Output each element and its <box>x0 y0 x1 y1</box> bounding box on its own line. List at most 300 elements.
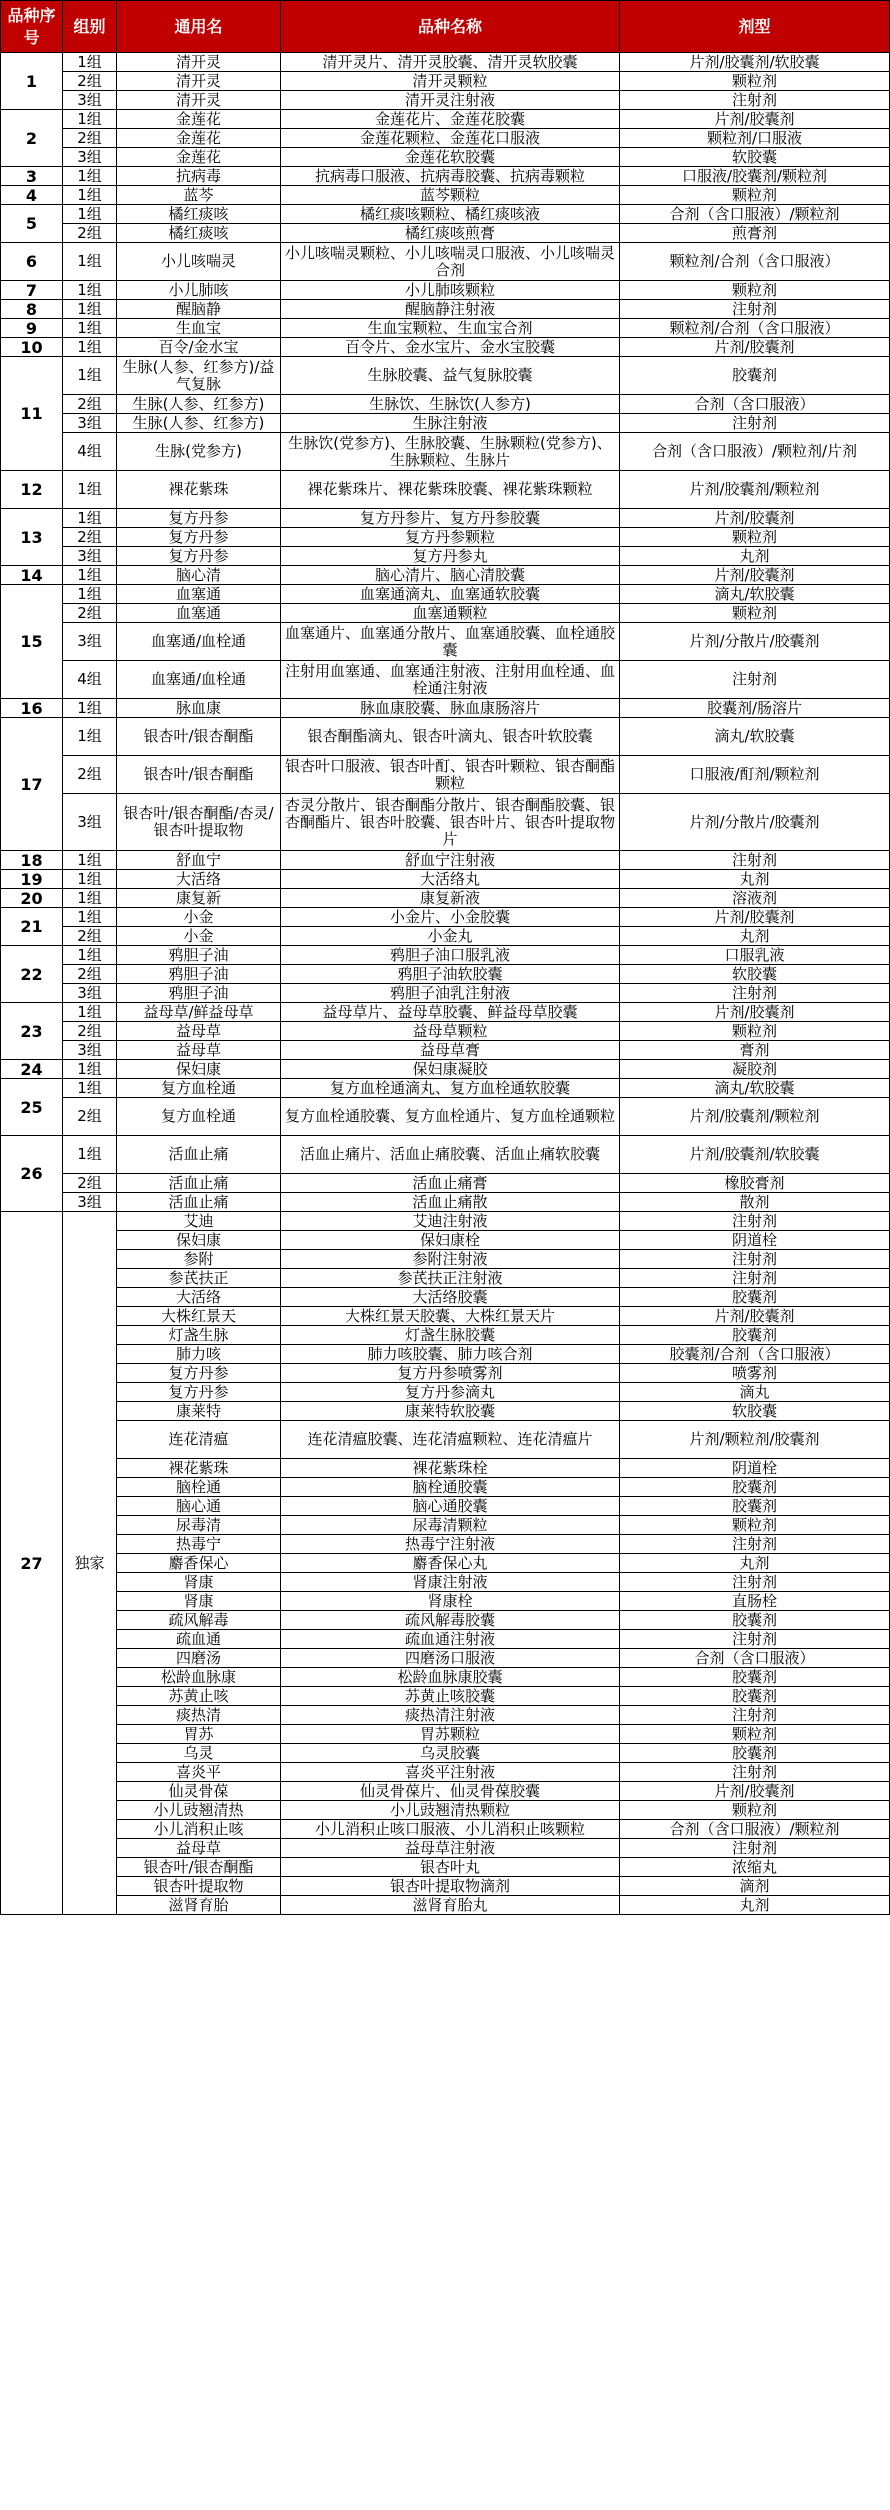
table-row <box>1 1478 890 1497</box>
product-name-cell: 复方丹参颗粒 <box>281 528 620 547</box>
product-name-cell: 小儿肺咳颗粒 <box>281 281 620 300</box>
table-row <box>1 1174 890 1193</box>
product-name-cell: 复方丹参丸 <box>281 547 620 566</box>
generic-name-cell: 康莱特 <box>117 1402 281 1421</box>
dosage-form-cell: 注射剂 <box>620 1763 890 1782</box>
table-row <box>1 1630 890 1649</box>
product-name-cell: 四磨汤口服液 <box>281 1649 620 1668</box>
table-row <box>1 1687 890 1706</box>
group-cell: 1组 <box>63 585 117 604</box>
generic-name-cell: 金莲花 <box>117 110 281 129</box>
dosage-form-cell: 丸剂 <box>620 870 890 889</box>
product-name-cell: 益母草片、益母草胶囊、鲜益母草胶囊 <box>281 1003 620 1022</box>
dosage-form-cell: 胶囊剂 <box>620 357 890 395</box>
product-name-cell: 杏灵分散片、银杏酮酯分散片、银杏酮酯胶囊、银杏酮酯片、银杏叶胶囊、银杏叶片、银杏叶提取物片 <box>281 794 620 851</box>
table-row <box>1 1212 890 1231</box>
product-name-cell: 清开灵颗粒 <box>281 72 620 91</box>
product-name-cell: 疏血通注射液 <box>281 1630 620 1649</box>
group-cell: 2组 <box>63 1098 117 1136</box>
product-name-cell: 活血止痛散 <box>281 1193 620 1212</box>
dosage-form-cell: 合剂（含口服液） <box>620 1649 890 1668</box>
dosage-form-cell: 丸剂 <box>620 927 890 946</box>
group-cell: 1组 <box>63 1079 117 1098</box>
generic-name-cell: 生脉(人参、红参方) <box>117 395 281 414</box>
table-row <box>1 851 890 870</box>
dosage-form-cell: 滴丸/软胶囊 <box>620 718 890 756</box>
dosage-form-cell: 滴丸/软胶囊 <box>620 1079 890 1098</box>
table-row <box>1 338 890 357</box>
generic-name-cell: 小儿咳喘灵 <box>117 243 281 281</box>
generic-name-cell: 蓝芩 <box>117 186 281 205</box>
table-row <box>1 1364 890 1383</box>
generic-name-cell: 清开灵 <box>117 72 281 91</box>
seq-cell: 2 <box>1 110 63 167</box>
product-name-cell: 鸦胆子油乳注射液 <box>281 984 620 1003</box>
product-name-cell: 醒脑静注射液 <box>281 300 620 319</box>
product-name-cell: 大活络丸 <box>281 870 620 889</box>
table-row <box>1 1839 890 1858</box>
seq-cell: 27 <box>1 1212 63 1915</box>
product-name-cell: 蓝芩颗粒 <box>281 186 620 205</box>
product-name-cell: 百令片、金水宝片、金水宝胶囊 <box>281 338 620 357</box>
seq-cell: 24 <box>1 1060 63 1079</box>
table-row <box>1 1877 890 1896</box>
group-cell: 4组 <box>63 433 117 471</box>
group-cell: 3组 <box>63 91 117 110</box>
generic-name-cell: 疏风解毒 <box>117 1611 281 1630</box>
product-name-cell: 复方血栓通胶囊、复方血栓通片、复方血栓通颗粒 <box>281 1098 620 1136</box>
dosage-form-cell: 片剂/胶囊剂/颗粒剂 <box>620 1098 890 1136</box>
dosage-form-cell: 片剂/胶囊剂 <box>620 1003 890 1022</box>
generic-name-cell: 疏血通 <box>117 1630 281 1649</box>
table-row <box>1 1269 890 1288</box>
dosage-form-cell: 片剂/分散片/胶囊剂 <box>620 794 890 851</box>
dosage-form-cell: 直肠栓 <box>620 1592 890 1611</box>
table-row <box>1 1079 890 1098</box>
dosage-form-cell: 注射剂 <box>620 984 890 1003</box>
product-name-cell: 脉血康胶囊、脉血康肠溶片 <box>281 699 620 718</box>
product-name-cell: 仙灵骨葆片、仙灵骨葆胶囊 <box>281 1782 620 1801</box>
product-name-cell: 连花清瘟胶囊、连花清瘟颗粒、连花清瘟片 <box>281 1421 620 1459</box>
generic-name-cell: 复方血栓通 <box>117 1079 281 1098</box>
group-cell: 1组 <box>63 357 117 395</box>
group-cell: 2组 <box>63 756 117 794</box>
product-name-cell: 鸦胆子油口服乳液 <box>281 946 620 965</box>
generic-name-cell: 脉血康 <box>117 699 281 718</box>
generic-name-cell: 参附 <box>117 1250 281 1269</box>
table-row <box>1 1896 890 1915</box>
dosage-form-cell: 合剂（含口服液）/颗粒剂/片剂 <box>620 433 890 471</box>
dosage-form-cell: 片剂/胶囊剂 <box>620 566 890 585</box>
product-name-cell: 脑心通胶囊 <box>281 1497 620 1516</box>
generic-name-cell: 肾康 <box>117 1573 281 1592</box>
dosage-form-cell: 片剂/胶囊剂/颗粒剂 <box>620 471 890 509</box>
group-cell: 3组 <box>63 623 117 661</box>
dosage-form-cell: 注射剂 <box>620 91 890 110</box>
product-name-cell: 保妇康栓 <box>281 1231 620 1250</box>
generic-name-cell: 小儿肺咳 <box>117 281 281 300</box>
product-name-cell: 银杏酮酯滴丸、银杏叶滴丸、银杏叶软胶囊 <box>281 718 620 756</box>
product-name-cell: 大活络胶囊 <box>281 1288 620 1307</box>
product-name-cell: 小儿消积止咳口服液、小儿消积止咳颗粒 <box>281 1820 620 1839</box>
dosage-form-cell: 颗粒剂 <box>620 604 890 623</box>
table-row <box>1 1611 890 1630</box>
dosage-form-cell: 喷雾剂 <box>620 1364 890 1383</box>
table-row <box>1 1326 890 1345</box>
table-row <box>1 1345 890 1364</box>
generic-name-cell: 四磨汤 <box>117 1649 281 1668</box>
dosage-form-cell: 片剂/颗粒剂/胶囊剂 <box>620 1421 890 1459</box>
product-name-cell: 麝香保心丸 <box>281 1554 620 1573</box>
table-row <box>1 319 890 338</box>
table-row <box>1 1763 890 1782</box>
product-name-cell: 抗病毒口服液、抗病毒胶囊、抗病毒颗粒 <box>281 167 620 186</box>
product-name-cell: 苏黄止咳胶囊 <box>281 1687 620 1706</box>
group-cell: 1组 <box>63 699 117 718</box>
dosage-form-cell: 合剂（含口服液） <box>620 395 890 414</box>
group-cell: 1组 <box>63 718 117 756</box>
product-name-cell: 康复新液 <box>281 889 620 908</box>
table-row <box>1 53 890 72</box>
generic-name-cell: 胃苏 <box>117 1725 281 1744</box>
generic-name-cell: 保妇康 <box>117 1231 281 1250</box>
product-name-cell: 肾康注射液 <box>281 1573 620 1592</box>
dosage-form-cell: 片剂/胶囊剂/软胶囊 <box>620 53 890 72</box>
dosage-form-cell: 软胶囊 <box>620 965 890 984</box>
seq-cell: 1 <box>1 53 63 110</box>
product-name-cell: 小儿咳喘灵颗粒、小儿咳喘灵口服液、小儿咳喘灵合剂 <box>281 243 620 281</box>
seq-cell: 5 <box>1 205 63 243</box>
seq-cell: 16 <box>1 699 63 718</box>
generic-name-cell: 脑心清 <box>117 566 281 585</box>
group-cell: 1组 <box>63 566 117 585</box>
table-row <box>1 1402 890 1421</box>
generic-name-cell: 仙灵骨葆 <box>117 1782 281 1801</box>
product-name-cell: 益母草颗粒 <box>281 1022 620 1041</box>
seq-cell: 19 <box>1 870 63 889</box>
dosage-form-cell: 注射剂 <box>620 1269 890 1288</box>
table-row <box>1 72 890 91</box>
table-row <box>1 984 890 1003</box>
product-name-cell: 橘红痰咳颗粒、橘红痰咳液 <box>281 205 620 224</box>
generic-name-cell: 小儿豉翘清热 <box>117 1801 281 1820</box>
dosage-form-cell: 滴剂 <box>620 1877 890 1896</box>
generic-name-cell: 百令/金水宝 <box>117 338 281 357</box>
dosage-form-cell: 颗粒剂/合剂（含口服液） <box>620 243 890 281</box>
dosage-form-cell: 注射剂 <box>620 1573 890 1592</box>
product-name-cell: 生血宝颗粒、生血宝合剂 <box>281 319 620 338</box>
product-name-cell: 生脉饮、生脉饮(人参方) <box>281 395 620 414</box>
header-group: 组别 <box>63 1 117 53</box>
header-generic-name: 通用名 <box>117 1 281 53</box>
product-name-cell: 金莲花软胶囊 <box>281 148 620 167</box>
generic-name-cell: 血塞通 <box>117 604 281 623</box>
seq-cell: 18 <box>1 851 63 870</box>
product-name-cell: 裸花紫珠栓 <box>281 1459 620 1478</box>
seq-cell: 21 <box>1 908 63 946</box>
generic-name-cell: 大活络 <box>117 1288 281 1307</box>
group-cell: 3组 <box>63 414 117 433</box>
header-seq: 品种序号 <box>1 1 63 53</box>
product-name-cell: 生脉注射液 <box>281 414 620 433</box>
dosage-form-cell: 注射剂 <box>620 851 890 870</box>
group-cell: 3组 <box>63 547 117 566</box>
group-cell: 2组 <box>63 1174 117 1193</box>
product-name-cell: 清开灵注射液 <box>281 91 620 110</box>
generic-name-cell: 乌灵 <box>117 1744 281 1763</box>
product-name-cell: 金莲花颗粒、金莲花口服液 <box>281 129 620 148</box>
dosage-form-cell: 片剂/胶囊剂 <box>620 1307 890 1326</box>
seq-cell: 9 <box>1 319 63 338</box>
group-cell: 1组 <box>63 338 117 357</box>
product-name-cell: 活血止痛膏 <box>281 1174 620 1193</box>
generic-name-cell: 清开灵 <box>117 91 281 110</box>
group-cell: 1组 <box>63 53 117 72</box>
generic-name-cell: 参芪扶正 <box>117 1269 281 1288</box>
product-name-cell: 脑栓通胶囊 <box>281 1478 620 1497</box>
generic-name-cell: 益母草/鲜益母草 <box>117 1003 281 1022</box>
generic-name-cell: 复方丹参 <box>117 528 281 547</box>
group-cell: 1组 <box>63 509 117 528</box>
table-row <box>1 623 890 661</box>
header-dosage-form: 剂型 <box>620 1 890 53</box>
seq-cell: 4 <box>1 186 63 205</box>
generic-name-cell: 裸花紫珠 <box>117 1459 281 1478</box>
product-name-cell: 胃苏颗粒 <box>281 1725 620 1744</box>
product-name-cell: 小儿豉翘清热颗粒 <box>281 1801 620 1820</box>
generic-name-cell: 益母草 <box>117 1022 281 1041</box>
generic-name-cell: 连花清瘟 <box>117 1421 281 1459</box>
table-row <box>1 889 890 908</box>
product-name-cell: 参附注射液 <box>281 1250 620 1269</box>
group-cell: 3组 <box>63 1193 117 1212</box>
product-name-cell: 鸦胆子油软胶囊 <box>281 965 620 984</box>
dosage-form-cell: 胶囊剂/肠溶片 <box>620 699 890 718</box>
dosage-form-cell: 膏剂 <box>620 1041 890 1060</box>
table-row <box>1 1250 890 1269</box>
generic-name-cell: 大株红景天 <box>117 1307 281 1326</box>
dosage-form-cell: 颗粒剂 <box>620 72 890 91</box>
dosage-form-cell: 浓缩丸 <box>620 1858 890 1877</box>
group-cell: 1组 <box>63 471 117 509</box>
product-name-cell: 银杏叶丸 <box>281 1858 620 1877</box>
product-name-cell: 疏风解毒胶囊 <box>281 1611 620 1630</box>
generic-name-cell: 益母草 <box>117 1839 281 1858</box>
dosage-form-cell: 胶囊剂 <box>620 1744 890 1763</box>
dosage-form-cell: 口服液/酊剂/颗粒剂 <box>620 756 890 794</box>
generic-name-cell: 舒血宁 <box>117 851 281 870</box>
product-name-cell: 肾康栓 <box>281 1592 620 1611</box>
dosage-form-cell: 阴道栓 <box>620 1231 890 1250</box>
generic-name-cell: 小儿消积止咳 <box>117 1820 281 1839</box>
seq-cell: 7 <box>1 281 63 300</box>
dosage-form-cell: 颗粒剂/口服液 <box>620 129 890 148</box>
dosage-form-cell: 片剂/胶囊剂 <box>620 1782 890 1801</box>
group-cell: 2组 <box>63 224 117 243</box>
product-name-cell: 康莱特软胶囊 <box>281 1402 620 1421</box>
group-cell: 2组 <box>63 604 117 623</box>
product-name-cell: 乌灵胶囊 <box>281 1744 620 1763</box>
product-name-cell: 复方丹参片、复方丹参胶囊 <box>281 509 620 528</box>
group-cell: 1组 <box>63 186 117 205</box>
table-row <box>1 509 890 528</box>
dosage-form-cell: 颗粒剂 <box>620 1516 890 1535</box>
table-row <box>1 1592 890 1611</box>
generic-name-cell: 复方血栓通 <box>117 1098 281 1136</box>
dosage-form-cell: 颗粒剂/合剂（含口服液） <box>620 319 890 338</box>
product-name-cell: 生脉胶囊、益气复脉胶囊 <box>281 357 620 395</box>
table-row <box>1 110 890 129</box>
group-cell: 3组 <box>63 984 117 1003</box>
table-row <box>1 129 890 148</box>
table-row <box>1 566 890 585</box>
table-row <box>1 1801 890 1820</box>
dosage-form-cell: 注射剂 <box>620 661 890 699</box>
generic-name-cell: 保妇康 <box>117 1060 281 1079</box>
product-name-cell: 松龄血脉康胶囊 <box>281 1668 620 1687</box>
table-row <box>1 281 890 300</box>
generic-name-cell: 金莲花 <box>117 129 281 148</box>
product-name-cell: 血塞通颗粒 <box>281 604 620 623</box>
table-row <box>1 243 890 281</box>
group-cell: 1组 <box>63 110 117 129</box>
generic-name-cell: 橘红痰咳 <box>117 205 281 224</box>
generic-name-cell: 橘红痰咳 <box>117 224 281 243</box>
table-row <box>1 433 890 471</box>
dosage-form-cell: 片剂/胶囊剂 <box>620 509 890 528</box>
group-cell: 1组 <box>63 243 117 281</box>
generic-name-cell: 肾康 <box>117 1592 281 1611</box>
dosage-form-cell: 胶囊剂 <box>620 1668 890 1687</box>
product-name-cell: 热毒宁注射液 <box>281 1535 620 1554</box>
table-row <box>1 661 890 699</box>
dosage-form-cell: 合剂（含口服液）/颗粒剂 <box>620 205 890 224</box>
product-name-cell: 艾迪注射液 <box>281 1212 620 1231</box>
group-cell: 2组 <box>63 528 117 547</box>
group-cell: 1组 <box>63 870 117 889</box>
generic-name-cell: 生脉(党参方) <box>117 433 281 471</box>
generic-name-cell: 滋肾育胎 <box>117 1896 281 1915</box>
dosage-form-cell: 丸剂 <box>620 547 890 566</box>
group-cell: 4组 <box>63 661 117 699</box>
group-cell: 3组 <box>63 148 117 167</box>
group-cell: 1组 <box>63 205 117 224</box>
table-row <box>1 1858 890 1877</box>
generic-name-cell: 血塞通/血栓通 <box>117 661 281 699</box>
table-row <box>1 908 890 927</box>
table-row <box>1 1136 890 1174</box>
table-row <box>1 357 890 395</box>
seq-cell: 22 <box>1 946 63 1003</box>
generic-name-cell: 生脉(人参、红参方) <box>117 414 281 433</box>
table-row <box>1 1516 890 1535</box>
dosage-form-cell: 注射剂 <box>620 1839 890 1858</box>
product-name-cell: 参芪扶正注射液 <box>281 1269 620 1288</box>
table-row <box>1 1744 890 1763</box>
product-name-cell: 喜炎平注射液 <box>281 1763 620 1782</box>
generic-name-cell: 抗病毒 <box>117 167 281 186</box>
group-cell: 1组 <box>63 300 117 319</box>
dosage-form-cell: 颗粒剂 <box>620 281 890 300</box>
product-name-cell: 复方丹参喷雾剂 <box>281 1364 620 1383</box>
generic-name-cell: 鸦胆子油 <box>117 965 281 984</box>
table-row <box>1 1820 890 1839</box>
table-row <box>1 186 890 205</box>
dosage-form-cell: 颗粒剂 <box>620 528 890 547</box>
product-name-cell: 血塞通滴丸、血塞通软胶囊 <box>281 585 620 604</box>
generic-name-cell: 金莲花 <box>117 148 281 167</box>
product-name-cell: 肺力咳胶囊、肺力咳合剂 <box>281 1345 620 1364</box>
table-row <box>1 927 890 946</box>
product-name-cell: 滋肾育胎丸 <box>281 1896 620 1915</box>
seq-cell: 8 <box>1 300 63 319</box>
product-name-cell: 橘红痰咳煎膏 <box>281 224 620 243</box>
seq-cell: 17 <box>1 718 63 851</box>
header-row <box>1 1 890 53</box>
generic-name-cell: 银杏叶/银杏酮酯/杏灵/银杏叶提取物 <box>117 794 281 851</box>
seq-cell: 6 <box>1 243 63 281</box>
group-cell: 1组 <box>63 1136 117 1174</box>
table-row <box>1 1421 890 1459</box>
group-cell: 独家 <box>63 1212 117 1915</box>
generic-name-cell: 小金 <box>117 908 281 927</box>
table-row <box>1 1022 890 1041</box>
dosage-form-cell: 胶囊剂/合剂（含口服液） <box>620 1345 890 1364</box>
table-row <box>1 1098 890 1136</box>
product-name-cell: 舒血宁注射液 <box>281 851 620 870</box>
dosage-form-cell: 片剂/胶囊剂 <box>620 338 890 357</box>
group-cell: 1组 <box>63 946 117 965</box>
group-cell: 2组 <box>63 72 117 91</box>
product-name-cell: 益母草注射液 <box>281 1839 620 1858</box>
generic-name-cell: 银杏叶/银杏酮酯 <box>117 718 281 756</box>
dosage-form-cell: 片剂/胶囊剂 <box>620 110 890 129</box>
table-row <box>1 1725 890 1744</box>
table-row <box>1 1573 890 1592</box>
seq-cell: 26 <box>1 1136 63 1212</box>
table-row <box>1 756 890 794</box>
generic-name-cell: 活血止痛 <box>117 1193 281 1212</box>
product-name-cell: 尿毒清颗粒 <box>281 1516 620 1535</box>
dosage-form-cell: 阴道栓 <box>620 1459 890 1478</box>
dosage-form-cell: 片剂/胶囊剂/软胶囊 <box>620 1136 890 1174</box>
dosage-form-cell: 注射剂 <box>620 1706 890 1725</box>
product-name-cell: 生脉饮(党参方)、生脉胶囊、生脉颗粒(党参方)、生脉颗粒、生脉片 <box>281 433 620 471</box>
group-cell: 2组 <box>63 395 117 414</box>
generic-name-cell: 血塞通 <box>117 585 281 604</box>
product-name-cell: 大株红景天胶囊、大株红景天片 <box>281 1307 620 1326</box>
seq-cell: 13 <box>1 509 63 566</box>
product-name-cell: 复方血栓通滴丸、复方血栓通软胶囊 <box>281 1079 620 1098</box>
generic-name-cell: 复方丹参 <box>117 547 281 566</box>
dosage-form-cell: 丸剂 <box>620 1896 890 1915</box>
generic-name-cell: 喜炎平 <box>117 1763 281 1782</box>
product-name-cell: 复方丹参滴丸 <box>281 1383 620 1402</box>
dosage-form-cell: 胶囊剂 <box>620 1611 890 1630</box>
seq-cell: 15 <box>1 585 63 699</box>
generic-name-cell: 尿毒清 <box>117 1516 281 1535</box>
generic-name-cell: 血塞通/血栓通 <box>117 623 281 661</box>
dosage-form-cell: 滴丸 <box>620 1383 890 1402</box>
table-row <box>1 414 890 433</box>
table-row <box>1 870 890 889</box>
product-name-cell: 小金丸 <box>281 927 620 946</box>
table-row <box>1 1668 890 1687</box>
table-body <box>1 53 890 1915</box>
generic-name-cell: 生血宝 <box>117 319 281 338</box>
generic-name-cell: 活血止痛 <box>117 1136 281 1174</box>
table-row <box>1 965 890 984</box>
